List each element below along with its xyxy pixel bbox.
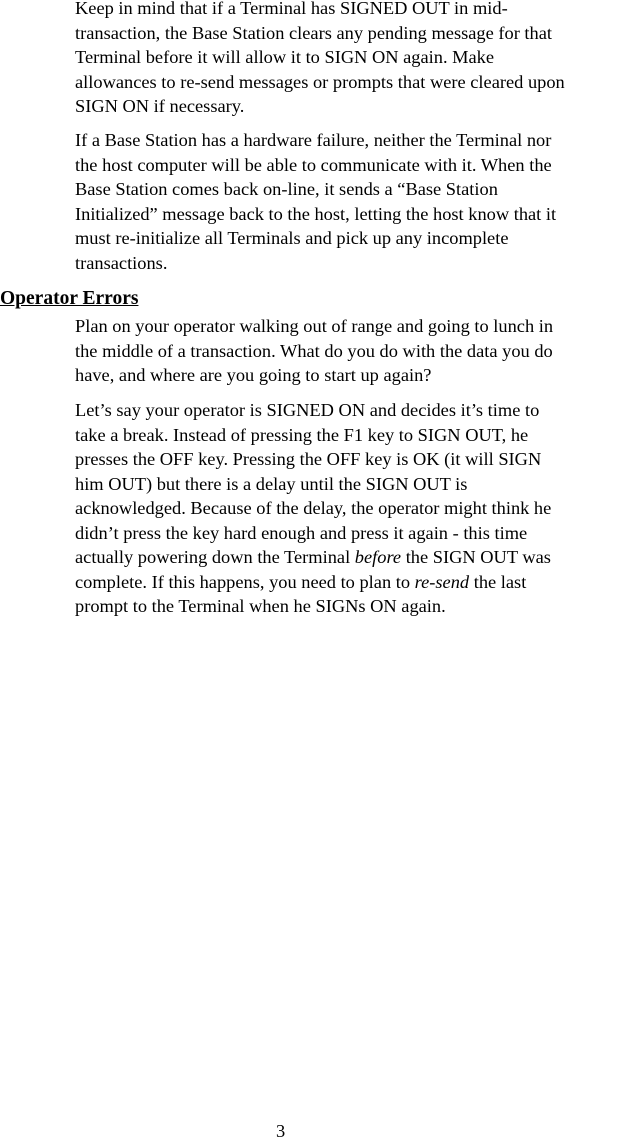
text-line: Keep in mind that if a Terminal has SIGNED OUT in mid- — [75, 0, 508, 18]
text-line: take a break. Instead of pressing the F1 key to SIGN OUT, he — [75, 424, 529, 445]
text-line: him OUT) but there is a delay until the SIGN OUT is — [75, 473, 468, 494]
emphasis-before: before — [354, 547, 402, 567]
text-line: Let’s say your operator is SIGNED ON and decides it’s time to — [75, 400, 540, 420]
text-run: the last — [469, 571, 527, 592]
text-line — [75, 570, 629, 595]
text-run: actually powering down the Terminal — [75, 547, 355, 567]
text-line: allowances to re-send messages or prompts that were cleared upon — [75, 71, 565, 92]
text-line: transaction, the Base Station clears any pending message for that — [75, 22, 552, 43]
text-line: transactions. — [75, 252, 168, 273]
text-run: the SIGN OUT was — [401, 547, 551, 567]
text-line: have, and where are you going to start up again? — [75, 365, 432, 385]
text-line: the host computer will be able to communicate with it. When the — [75, 154, 552, 175]
paragraph-off-key — [75, 398, 629, 619]
text-line — [75, 545, 629, 570]
emphasis-re-send: re-send — [414, 571, 470, 592]
text-line: prompt to the Terminal when he SIGNs ON again. — [75, 596, 446, 616]
text-line: didn’t press the key hard enough and press it again - this time — [75, 522, 528, 543]
text-line: acknowledged. Because of the delay, the operator might think he — [75, 498, 552, 518]
text-line: Plan on your operator walking out of range and going to lunch in — [75, 316, 554, 336]
text-line: Initialized” message back to the host, letting the host know that it — [75, 203, 557, 224]
text-line: If a Base Station has a hardware failure, neither the Terminal nor — [75, 130, 552, 150]
paragraph-out-of-range — [75, 314, 629, 388]
paragraph-signed-out — [75, 0, 629, 119]
text-line: SIGN ON if necessary. — [75, 96, 245, 116]
paragraph-base-station-failure — [75, 128, 629, 275]
text-line: Base Station comes back on-line, it sends a “Base Station — [75, 179, 498, 199]
text-line: Terminal before it will allow it to SIGN ON again. Make — [75, 47, 495, 67]
section-heading-operator-errors: Operator Errors — [0, 288, 139, 309]
text-run: complete. If this happens, you need to plan to — [75, 571, 415, 592]
text-line: must re-initialize all Terminals and pick up any incomplete — [75, 228, 509, 248]
page-number: 3 — [276, 1121, 286, 1141]
text-line: the middle of a transaction. What do you do with the data you do — [75, 340, 553, 361]
text-line: presses the OFF key. Pressing the OFF key is OK (it will SIGN — [75, 449, 542, 469]
